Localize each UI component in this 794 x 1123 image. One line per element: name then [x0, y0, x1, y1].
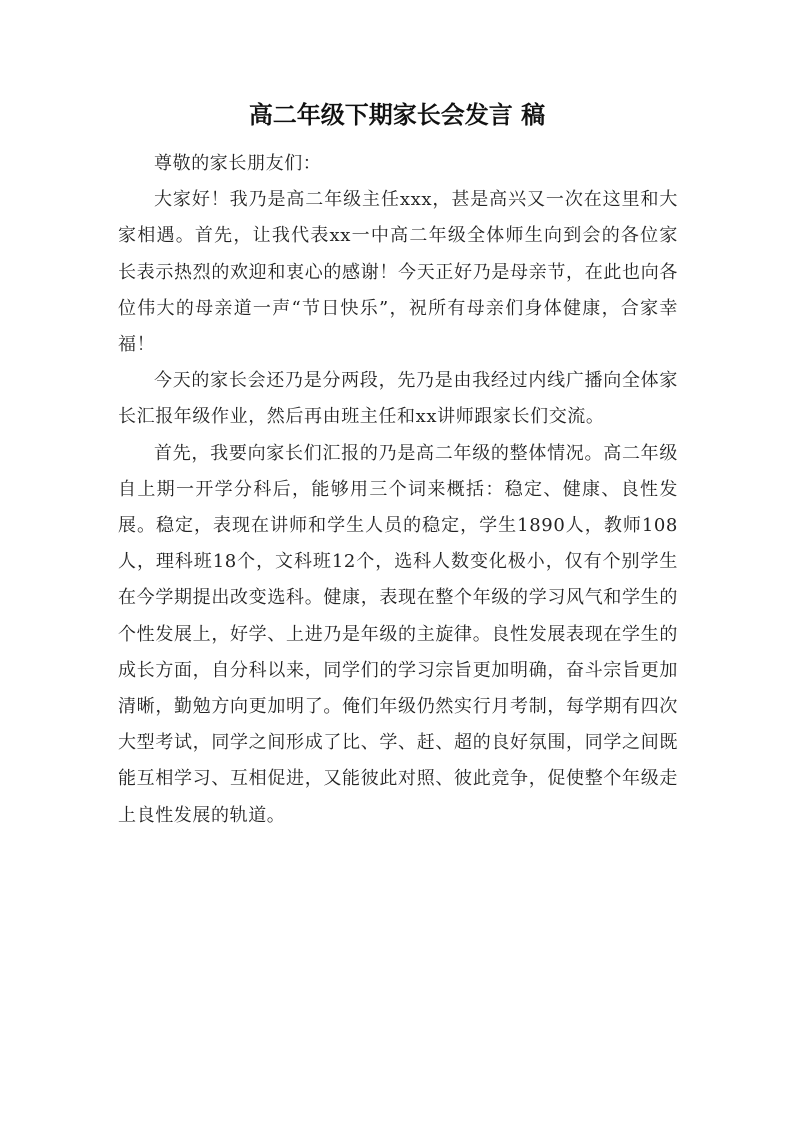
paragraph-agenda: 今天的家长会还乃是分两段，先乃是由我经过内线广播向全体家长汇报年级作业，然后再由班主任和xx讲师跟家长们交流。 — [118, 370, 678, 428]
paragraph-greeting: 大家好！我乃是高二年级主任xxx，甚是高兴又一次在这里和大家相遇。首先，让我代表xx一中高二年级全体师生向到会的各位家长表示热烈的欢迎和衷心的感谢！今天正好乃是母亲节，在此也向各位伟大的母亲道一声“节日快乐”，祝所有母亲们身体健康，合家幸福！ — [118, 189, 678, 356]
salutation: 尊敬的家长朋友们： — [154, 153, 322, 174]
paragraph-overview: 首先，我要向家长们汇报的乃是高二年级的整体情况。高二年级自上期一开学分科后，能够用三个词来概括：稳定、健康、良性发展。稳定，表现在讲师和学生人员的稳定，学生1890人，教师108人，理科班18个，文科班12个，选科人数变化极小，仅有个别学生在今学期提出改变选科。健康，表现在整个年级的学习风气和学生的个性发展上，好学、上进乃是年级的主旋律。良性发展表现在学生的成长方面，自分科以来，同学们的学习宗旨更加明确，奋斗宗旨更加清晰，勤勉方向更加明了。俺们年级仍然实行月考制，每学期有四次大型考试，同学之间形成了比、学、赶、超的良好氛围，同学之间既能互相学习、互相促进，又能彼此对照、彼此竞争，促使整个年级走上良性发展的轨道。 — [118, 442, 678, 826]
document-title: 高二年级下期家长会发言 稿 — [248, 101, 546, 129]
document-body — [118, 146, 678, 834]
